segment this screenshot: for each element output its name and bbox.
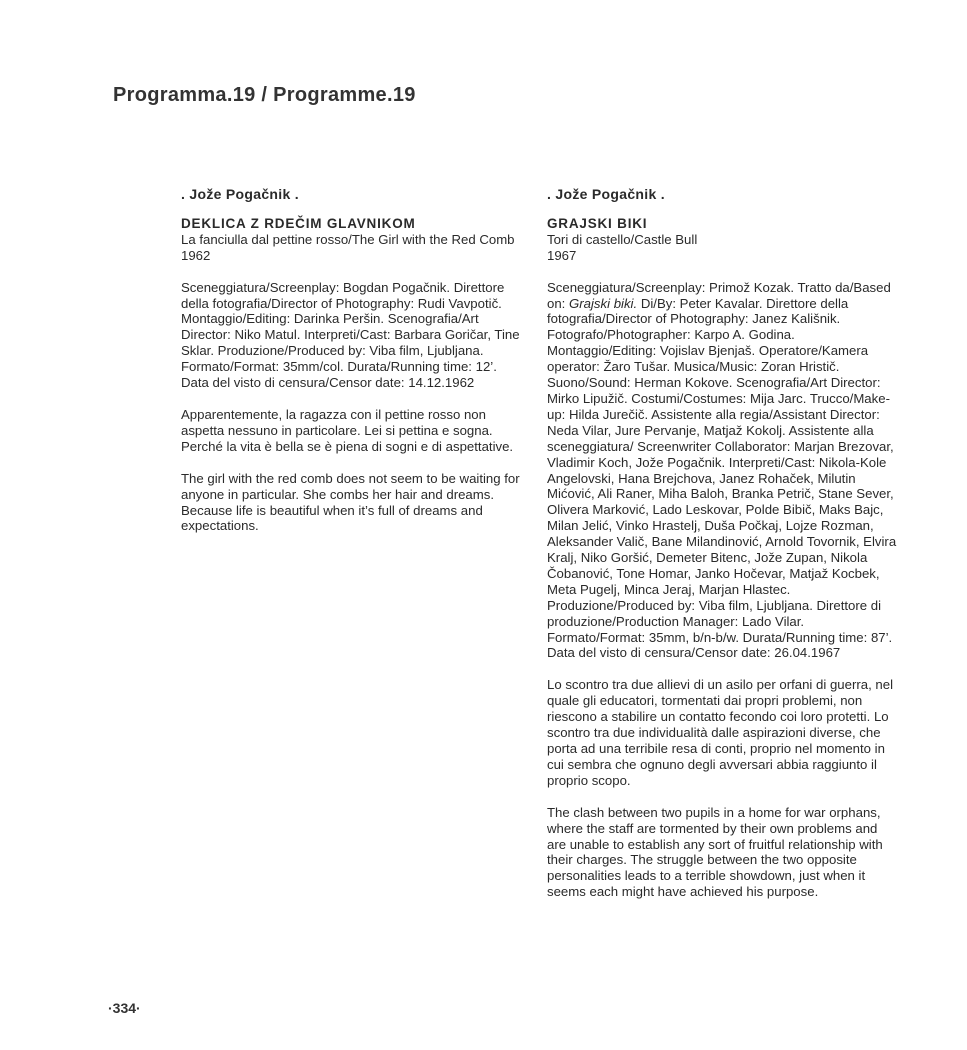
film-year: 1967 bbox=[547, 247, 577, 263]
credits-part-a: Sceneggiatura/Screenplay: Primož Kozak. Tratto da/Based on: bbox=[547, 279, 891, 311]
censor-date: Data del visto di censura/Censor date: 14.12.1962 bbox=[181, 375, 475, 391]
based-on-title: Grajski biki. bbox=[569, 295, 638, 311]
credits-text bbox=[547, 280, 897, 646]
director-name: . Jože Pogačnik . bbox=[547, 186, 665, 202]
film-title: GRAJSKI BIKI bbox=[547, 215, 648, 231]
synopsis-italian bbox=[547, 677, 897, 788]
film-subtitle: La fanciulla dal pettine rosso/The Girl with the Red Comb bbox=[181, 231, 515, 247]
synopsis-en-text: The clash between two pupils in a home for war orphans, where the staff are tormented by their own problems and are unable to establish any sort of fruitful relationship with their charges. The struggle between the two opposite personalities leads to a terrible showdown, just when it seems each might have achieved his purpose. bbox=[547, 804, 883, 900]
synopsis-it-text: Apparentemente, la ragazza con il pettine rosso non aspetta nessuno in particolare. Lei si pettina e sogna. Perché la vita è bella se è piena di sogni e di aspettative. bbox=[181, 406, 514, 454]
film-entry-grajski-biki bbox=[547, 187, 897, 916]
credits-part-b: Di/By: Peter Kavalar. Direttore della fotografia/Director of Photography: Janez Kališnik. Fotografo/Photographer: Karpo A. Godina. Montaggio/Editing: Vojislav Bjenjaš. Operatore/Kamera operator: Žaro Tušar. Musica/Music: Zoran Hristič. Suono/Sound: Herman Kokove. Scenografia/Art Director: Mirko Lipužič. Costumi/Costumes: Mija Jarc. Trucco/Make-up: Hilda Jurečič. Assistente alla regia/Assistant Director: Neda Vilar, Jure Pervanje, Matjaž Kokolj. Assistente alla sceneggiatura/ Screenwriter Collaborator: Marjan Brezovar, Vladimir Koch, Jože Pogačnik. Interpreti/Cast: Nikola-Kole Angelovski, Hana Brejchova, Janez Rohaček, Milutin Mićović, Ali Raner, Miha Baloh, Branka Petrič, Stane Sever, Olivera Marković, Lado Leskovar, Polde Bibič, Maks Bajc, Milan Jelić, Vinko Hrastelj, Duša Počkaj, Lojze Rozman, Aleksander Valič, Bane Milandinović, Arnold Tovornik, Elvira Kralj, Niko Goršić, Demeter Bitenc, Jože Zupan, Nikola Čobanović, Tone Homar, Janko Hočevar, Matjaž Kocbek, Meta Pugelj, Minca Jeraj, Marjan Hlastec. Produzione/Produced by: Viba film, Ljubljana. Direttore di produzione/Production Manager: Lado Vilar. Formato/Format: 35mm, b/n-b/w. Durata/Running time: 87’. bbox=[547, 295, 897, 645]
credits-block bbox=[547, 280, 897, 662]
film-title-block bbox=[181, 216, 531, 264]
film-year: 1962 bbox=[181, 247, 211, 263]
credits-text: Sceneggiatura/Screenplay: Bogdan Pogačnik. Direttore della fotografia/Director of Photography: Rudi Vavpotič. Montaggio/Editing: Darinka Peršin. Scenografia/Art Director: Niko Matul. Interpreti/Cast: Barbara Goričar, Tine Sklar. Produzione/Produced by: Viba film, Ljubljana. Formato/Format: 35mm/col. Durata/Running time: 12’. bbox=[181, 279, 520, 375]
film-title-block bbox=[547, 216, 897, 264]
synopsis-english bbox=[547, 805, 897, 900]
synopsis-english bbox=[181, 471, 531, 535]
synopsis-en-text: The girl with the red comb does not seem to be waiting for anyone in particular. She combs her hair and dreams. Because life is beautiful when it’s full of dreams and expectations. bbox=[181, 470, 520, 534]
page-number: ·334· bbox=[108, 1000, 141, 1016]
censor-date: Data del visto di censura/Censor date: 26.04.1967 bbox=[547, 645, 841, 661]
page-header: Programma.19 / Programme.19 bbox=[113, 84, 416, 106]
film-subtitle: Tori di castello/Castle Bull bbox=[547, 231, 698, 247]
credits-block bbox=[181, 280, 531, 391]
film-entry-deklica bbox=[181, 187, 531, 550]
film-title: DEKLICA Z RDEČIM GLAVNIKOM bbox=[181, 215, 416, 231]
synopsis-it-text: Lo scontro tra due allievi di un asilo per orfani di guerra, nel quale gli educatori, tormentati dai propri problemi, non riescono a stabilire un contatto fecondo coi loro protetti. Lo scontro tra due individualità dalle aspirazioni diverse, che porta ad una terribile resa di conti, proprio nel momento in cui sembra che ognuno degli avversari abbia raggiunto il proprio scopo. bbox=[547, 677, 894, 788]
director-name: . Jože Pogačnik . bbox=[181, 186, 299, 202]
synopsis-italian bbox=[181, 407, 531, 455]
